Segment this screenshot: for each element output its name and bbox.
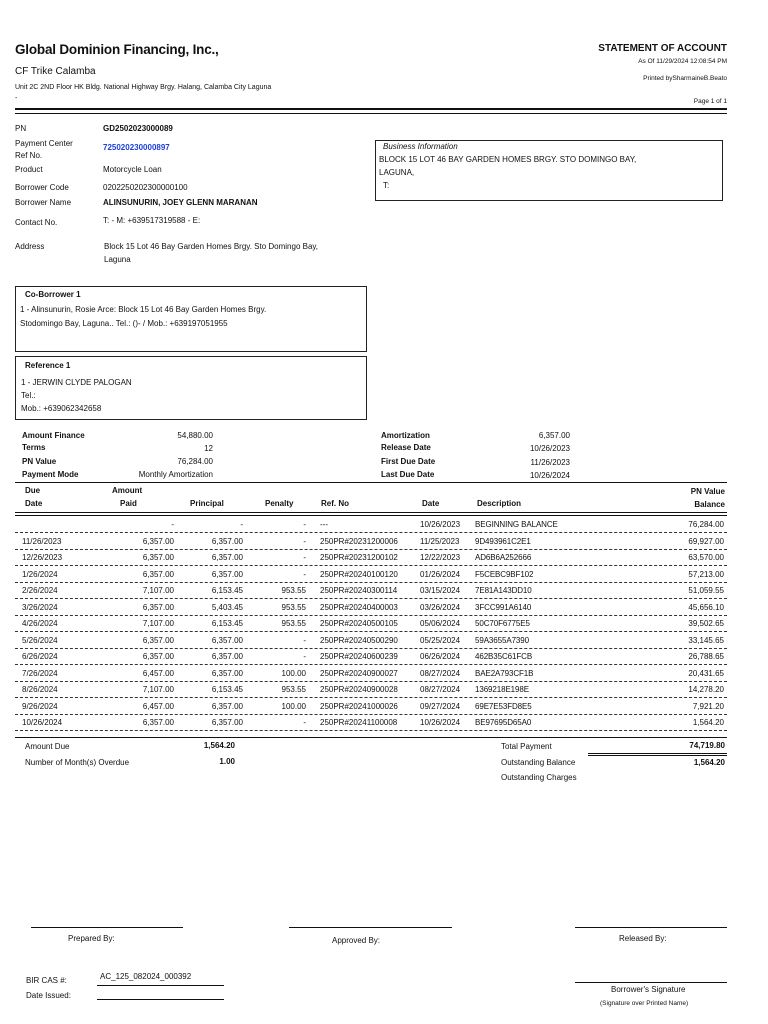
col-balance: Balance — [694, 500, 725, 509]
cell-principal: 6,357.00 — [211, 536, 243, 546]
first-due-value: 11/26/2023 — [530, 458, 570, 467]
total-rule-1 — [588, 753, 727, 754]
cell-date: 08/27/2024 — [420, 668, 461, 678]
cell-balance: 51,059.55 — [688, 586, 724, 595]
address-label: Address — [15, 242, 45, 251]
cell-description: 69E7E53FD8E5 — [475, 701, 532, 711]
row-divider — [15, 714, 727, 715]
borrower-code-label: Borrower Code — [15, 183, 69, 192]
cell-balance: 14,278.20 — [688, 685, 724, 694]
address-line-1: Block 15 Lot 46 Bay Garden Homes Brgy. Sto Domingo Bay, — [104, 242, 319, 251]
cell-date: 03/26/2024 — [420, 602, 461, 612]
cell-principal: - — [240, 520, 243, 529]
cell-date: 10/26/2024 — [420, 718, 461, 727]
cell-principal: 6,357.00 — [211, 701, 243, 711]
cell-balance: 39,502.65 — [688, 619, 724, 628]
col-pn-value: PN Value — [690, 487, 725, 496]
cell-due-date: 5/26/2024 — [22, 635, 58, 645]
cell-description: 1369218E198E — [475, 685, 529, 694]
company-name: Global Dominion Financing, Inc., — [15, 42, 219, 57]
cell-principal: 5,403.45 — [211, 602, 243, 612]
cell-ref-no: 250PR#20240500290 — [320, 635, 398, 645]
cell-balance: 20,431.65 — [688, 668, 724, 678]
cell-ref-no: 250PR#20240400003 — [320, 602, 398, 612]
cell-balance: 69,927.00 — [688, 536, 724, 546]
cell-due-date: 3/26/2024 — [22, 602, 58, 612]
amount-due-label: Amount Due — [25, 742, 70, 751]
row-divider — [15, 615, 727, 616]
cell-date: 08/27/2024 — [420, 685, 461, 694]
address-line-2: Laguna — [104, 255, 131, 264]
cell-penalty: - — [303, 652, 306, 661]
outstanding-balance-label: Outstanding Balance — [501, 758, 576, 767]
cell-principal: 6,153.45 — [211, 586, 243, 595]
pn-value: GD2502023000089 — [103, 124, 173, 133]
cell-principal: 6,357.00 — [211, 718, 243, 727]
bir-cas-value: AC_125_082024_000392 — [100, 972, 192, 981]
cell-balance: 1,564.20 — [692, 718, 724, 727]
product-label: Product — [15, 165, 43, 174]
totals-rule — [15, 737, 727, 738]
contact-value: T: - M: +639517319588 - E: — [103, 216, 201, 225]
branch-name: CF Trike Calamba — [15, 66, 96, 77]
total-rule-2 — [588, 755, 727, 756]
cell-due-date: 8/26/2024 — [22, 685, 58, 694]
cell-principal: 6,357.00 — [211, 553, 243, 562]
cell-description: BEGINNING BALANCE — [475, 520, 558, 529]
business-info-title: Business Information — [383, 142, 458, 151]
cell-due-date: 6/26/2024 — [22, 652, 58, 661]
reference-line-3: Mob.: +639062342658 — [21, 404, 102, 413]
cell-amount-paid: 6,357.00 — [142, 652, 174, 661]
cell-date: 12/22/2023 — [420, 553, 461, 562]
cell-description: BAE2A793CF1B — [475, 668, 534, 678]
cell-principal: 6,357.00 — [211, 569, 243, 579]
reference-title: Reference 1 — [25, 361, 71, 370]
cell-penalty: - — [303, 569, 306, 579]
cell-amount-paid: 7,107.00 — [142, 685, 174, 694]
cell-ref-no: 250PR#20240300114 — [320, 586, 398, 595]
co-borrower-title: Co-Borrower 1 — [25, 290, 81, 299]
table-header-rule-2 — [15, 515, 727, 516]
row-divider — [15, 582, 727, 583]
col-date: Date — [422, 499, 440, 508]
approved-by-line — [289, 927, 452, 928]
row-divider — [15, 730, 727, 731]
payment-mode-label: Payment Mode — [22, 470, 79, 479]
cell-date: 05/25/2024 — [420, 635, 461, 645]
statement-title: STATEMENT OF ACCOUNT — [598, 43, 727, 54]
cell-date: 06/26/2024 — [420, 652, 461, 661]
row-divider — [15, 549, 727, 550]
prepared-by-line — [31, 927, 183, 928]
cell-ref-no: 250PR#20240500105 — [320, 619, 398, 628]
col-ref-no: Ref. No — [321, 499, 349, 508]
cell-due-date: 1/26/2024 — [22, 569, 58, 579]
cell-amount-paid: 6,357.00 — [142, 553, 174, 562]
cell-principal: 6,153.45 — [211, 619, 243, 628]
reference-line-1: 1 - JERWIN CLYDE PALOGAN — [21, 378, 132, 387]
cell-penalty: - — [303, 635, 306, 645]
col-penalty: Penalty — [265, 499, 294, 508]
approved-by-label: Approved By: — [332, 936, 381, 945]
col-paid: Paid — [120, 499, 137, 508]
cell-principal: 6,357.00 — [211, 668, 243, 678]
cell-ref-no: 250PR#20240900027 — [320, 668, 398, 678]
business-info-line-2: LAGUNA, — [379, 168, 415, 177]
payment-center-ref: 725020230000897 — [103, 143, 170, 152]
borrower-code-value: 0202250202300000100 — [103, 183, 188, 192]
business-info-line-3: T: — [383, 181, 390, 190]
cell-due-date: 10/26/2024 — [22, 718, 63, 727]
date-issued-line — [97, 999, 224, 1000]
pn-value-label: PN Value — [22, 457, 57, 466]
cell-balance: 7,921.20 — [692, 701, 724, 711]
cell-amount-paid: 6,357.00 — [142, 569, 174, 579]
borrower-signature-label: Borrower's Signature — [611, 985, 686, 994]
outstanding-balance-value: 1,564.20 — [693, 758, 725, 767]
table-header-rule-1 — [15, 512, 727, 513]
row-divider — [15, 648, 727, 649]
signature-note: (Signature over Printed Name) — [600, 1000, 689, 1007]
cell-due-date: 2/26/2024 — [22, 586, 58, 595]
amount-finance-value: 54,880.00 — [177, 431, 213, 440]
cell-penalty: - — [303, 718, 306, 727]
borrower-signature-line — [575, 982, 727, 983]
cell-description: BE97695D65A0 — [475, 718, 532, 727]
cell-penalty: 953.55 — [281, 685, 306, 694]
row-divider — [15, 697, 727, 698]
cell-penalty: 953.55 — [281, 619, 306, 628]
cell-ref-no: 250PR#20231200102 — [320, 553, 398, 562]
as-of-date: As Of 11/29/2024 12:08:54 PM — [638, 58, 727, 65]
row-divider — [15, 598, 727, 599]
cell-balance: 26,788.65 — [688, 652, 724, 661]
co-borrower-line-2: Stodomingo Bay, Laguna.. Tel.: ()- / Mob.: +639197051955 — [20, 319, 228, 328]
row-divider — [15, 631, 727, 632]
col-due-date: Date — [25, 499, 43, 508]
cell-amount-paid: 6,357.00 — [142, 536, 174, 546]
release-date-label: Release Date — [381, 443, 431, 452]
cell-principal: 6,357.00 — [211, 652, 243, 661]
branch-address: Unit 2C 2ND Floor HK Bldg. National Highway Brgy. Halang, Calamba City Laguna — [15, 84, 272, 91]
cell-balance: 45,656.10 — [688, 602, 724, 612]
cell-penalty: 953.55 — [281, 586, 306, 595]
col-description: Description — [477, 499, 522, 508]
cell-amount-paid: 6,357.00 — [142, 635, 174, 645]
cell-balance: 76,284.00 — [688, 520, 724, 529]
cell-ref-no: 250PR#20240900028 — [320, 685, 398, 694]
cell-due-date: 9/26/2024 — [22, 701, 58, 711]
co-borrower-line-1: 1 - Alinsunurin, Rosie Arce: Block 15 Lot 46 Bay Garden Homes Brgy. — [20, 305, 267, 314]
cell-amount-paid: - — [171, 520, 174, 529]
cell-description: 7E81A143DD10 — [475, 586, 532, 595]
amount-finance-label: Amount Finance — [22, 431, 85, 440]
borrower-name-label: Borrower Name — [15, 198, 72, 207]
row-divider — [15, 565, 727, 566]
cell-penalty: - — [303, 553, 306, 562]
borrower-name-value: ALINSUNURIN, JOEY GLENN MARANAN — [103, 198, 258, 207]
total-payment-value: 74,719.80 — [689, 741, 725, 750]
row-divider — [15, 532, 727, 533]
ref-no-label: Ref No. — [15, 151, 43, 160]
first-due-label: First Due Date — [381, 457, 436, 466]
cell-ref-no: 250PR#20241100008 — [320, 718, 398, 727]
cell-amount-paid: 6,457.00 — [142, 668, 174, 678]
cell-amount-paid: 7,107.00 — [142, 619, 174, 628]
cell-penalty: - — [303, 520, 306, 529]
printed-by: Printed bySharmaineB.Beato — [643, 75, 727, 82]
cell-principal: 6,153.45 — [211, 685, 243, 694]
payment-center-label: Payment Center — [15, 139, 73, 148]
cell-date: 05/06/2024 — [420, 619, 461, 628]
cell-penalty: 953.55 — [281, 602, 306, 612]
cell-balance: 63,570.00 — [688, 553, 724, 562]
amortization-label: Amortization — [381, 431, 430, 440]
header-rule-top — [15, 108, 727, 110]
cell-ref-no: --- — [320, 520, 328, 529]
release-date-value: 10/26/2023 — [529, 444, 570, 453]
cell-date: 10/26/2023 — [420, 520, 461, 529]
payment-mode-value: Monthly Amortization — [138, 470, 213, 479]
cell-ref-no: 250PR#20240100120 — [320, 569, 398, 579]
cell-amount-paid: 6,457.00 — [142, 701, 174, 711]
last-due-label: Last Due Date — [381, 470, 435, 479]
cell-date: 11/25/2023 — [420, 536, 460, 546]
cell-description: 9D493961C2E1 — [475, 536, 531, 546]
terms-label: Terms — [22, 443, 46, 452]
cell-penalty: 100.00 — [281, 701, 306, 711]
cell-description: F5CEBC9BF102 — [475, 569, 534, 579]
contact-label: Contact No. — [15, 218, 58, 227]
released-by-line — [575, 927, 727, 928]
cell-due-date: 11/26/2023 — [22, 536, 62, 546]
cell-description: 3FCC991A6140 — [475, 602, 532, 612]
cell-due-date: 7/26/2024 — [22, 668, 58, 678]
header-rule-bottom — [15, 113, 727, 114]
cell-description: AD6B6A252666 — [475, 553, 532, 562]
cell-amount-paid: 7,107.00 — [142, 586, 174, 595]
cell-ref-no: 250PR#20240600239 — [320, 652, 398, 661]
cell-ref-no: 250PR#20231200006 — [320, 536, 398, 546]
cell-date: 03/15/2024 — [420, 586, 461, 595]
cell-penalty: - — [303, 536, 306, 546]
header-dot: - — [15, 95, 18, 102]
total-payment-label: Total Payment — [501, 742, 552, 751]
cell-description: 50C70F6775E5 — [475, 619, 530, 628]
table-header-top-rule — [15, 482, 727, 483]
col-amount: Amount — [112, 486, 143, 495]
cell-due-date: 4/26/2024 — [22, 619, 58, 628]
amortization-value: 6,357.00 — [538, 431, 570, 440]
months-overdue-value: 1.00 — [219, 757, 235, 766]
business-info-line-1: BLOCK 15 LOT 46 BAY GARDEN HOMES BRGY. STO DOMINGO BAY, — [379, 155, 637, 164]
product-value: Motorcycle Loan — [103, 165, 162, 174]
cell-amount-paid: 6,357.00 — [142, 718, 174, 727]
cell-date: 01/26/2024 — [420, 569, 461, 579]
prepared-by-label: Prepared By: — [68, 934, 115, 943]
cell-principal: 6,357.00 — [211, 635, 243, 645]
amount-due-value: 1,564.20 — [203, 741, 235, 750]
cell-balance: 33,145.65 — [688, 635, 724, 645]
bir-cas-label: BIR CAS #: — [26, 976, 67, 985]
bir-cas-line — [97, 985, 224, 986]
row-divider — [15, 664, 727, 665]
date-issued-label: Date Issued: — [26, 991, 71, 1000]
released-by-label: Released By: — [619, 934, 667, 943]
cell-balance: 57,213.00 — [688, 569, 724, 579]
pn-value-amount: 76,284.00 — [177, 457, 213, 466]
pn-label: PN — [15, 124, 27, 133]
cell-due-date: 12/26/2023 — [22, 553, 63, 562]
months-overdue-label: Number of Month(s) Overdue — [25, 758, 130, 767]
page-number: Page 1 of 1 — [693, 98, 727, 105]
terms-value: 12 — [204, 444, 213, 453]
last-due-value: 10/26/2024 — [529, 471, 570, 480]
col-due: Due — [25, 486, 41, 495]
reference-line-2: Tel.: — [21, 391, 36, 400]
cell-ref-no: 250PR#20241000026 — [320, 701, 398, 711]
cell-description: 462B35C61FCB — [475, 652, 533, 661]
outstanding-charges-label: Outstanding Charges — [501, 773, 577, 782]
row-divider — [15, 681, 727, 682]
cell-description: 59A3655A7390 — [475, 635, 529, 645]
col-principal: Principal — [190, 499, 224, 508]
cell-date: 09/27/2024 — [420, 701, 461, 711]
cell-amount-paid: 6,357.00 — [142, 602, 174, 612]
cell-penalty: 100.00 — [281, 668, 306, 678]
